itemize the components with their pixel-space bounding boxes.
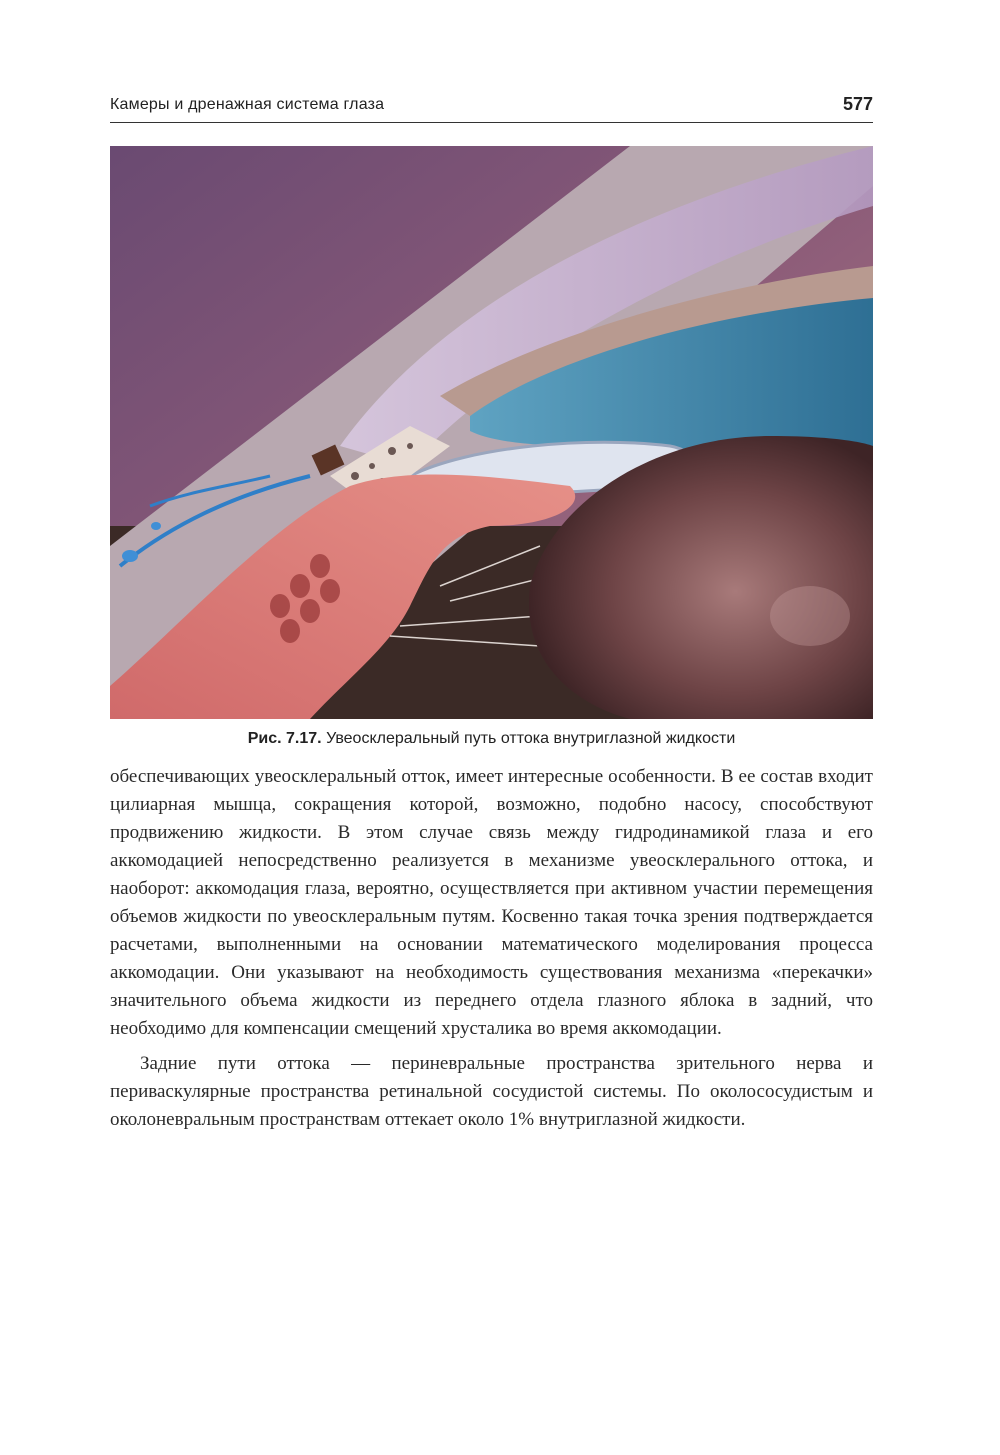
- page-header: [110, 92, 873, 123]
- paragraph-1: обеспечивающих увеосклеральный отток, имеет интересные особенности. В ее состав входит цилиарная мышца, сокращения которой, возможно, подобно насосу, способствуют продвижению жидкости. В этом случае связь между гидродинамикой глаза и его аккомодацией непосредственно реализуется в механизме увеосклерального оттока, и наоборот: аккомодация глаза, вероятно, осуществляется при активном участии перемещения объемов жидкости по увеосклеральным путям. Косвенно такая точка зрения подтверждается расчетами, выполненными на основании математического моделирования процесса аккомодации. Они указывают на необходимость существования механизма «перекачки» значительного объема жидкости из переднего отдела глазного яблока в задний, что необходимо для компенсации смещений хрусталика во время аккомодации.: [110, 766, 873, 1039]
- body-text: [110, 763, 873, 1134]
- caption-label: Рис. 7.17.: [247, 730, 322, 747]
- figure-caption: [110, 730, 873, 748]
- running-title: Камеры и дренажная система глаза: [110, 96, 385, 113]
- caption-text: Увеосклеральный путь оттока внутриглазной жидкости: [321, 730, 736, 747]
- paragraph-2: Задние пути оттока — периневральные пространства зрительного нерва и периваскулярные пространства ретинальной сосудистой системы. По околососудистым и околоневральным пространствам оттекает около 1% внутриглазной жидкости.: [110, 1053, 873, 1130]
- page-number: 577: [842, 94, 873, 114]
- figure-illustration: [110, 146, 873, 719]
